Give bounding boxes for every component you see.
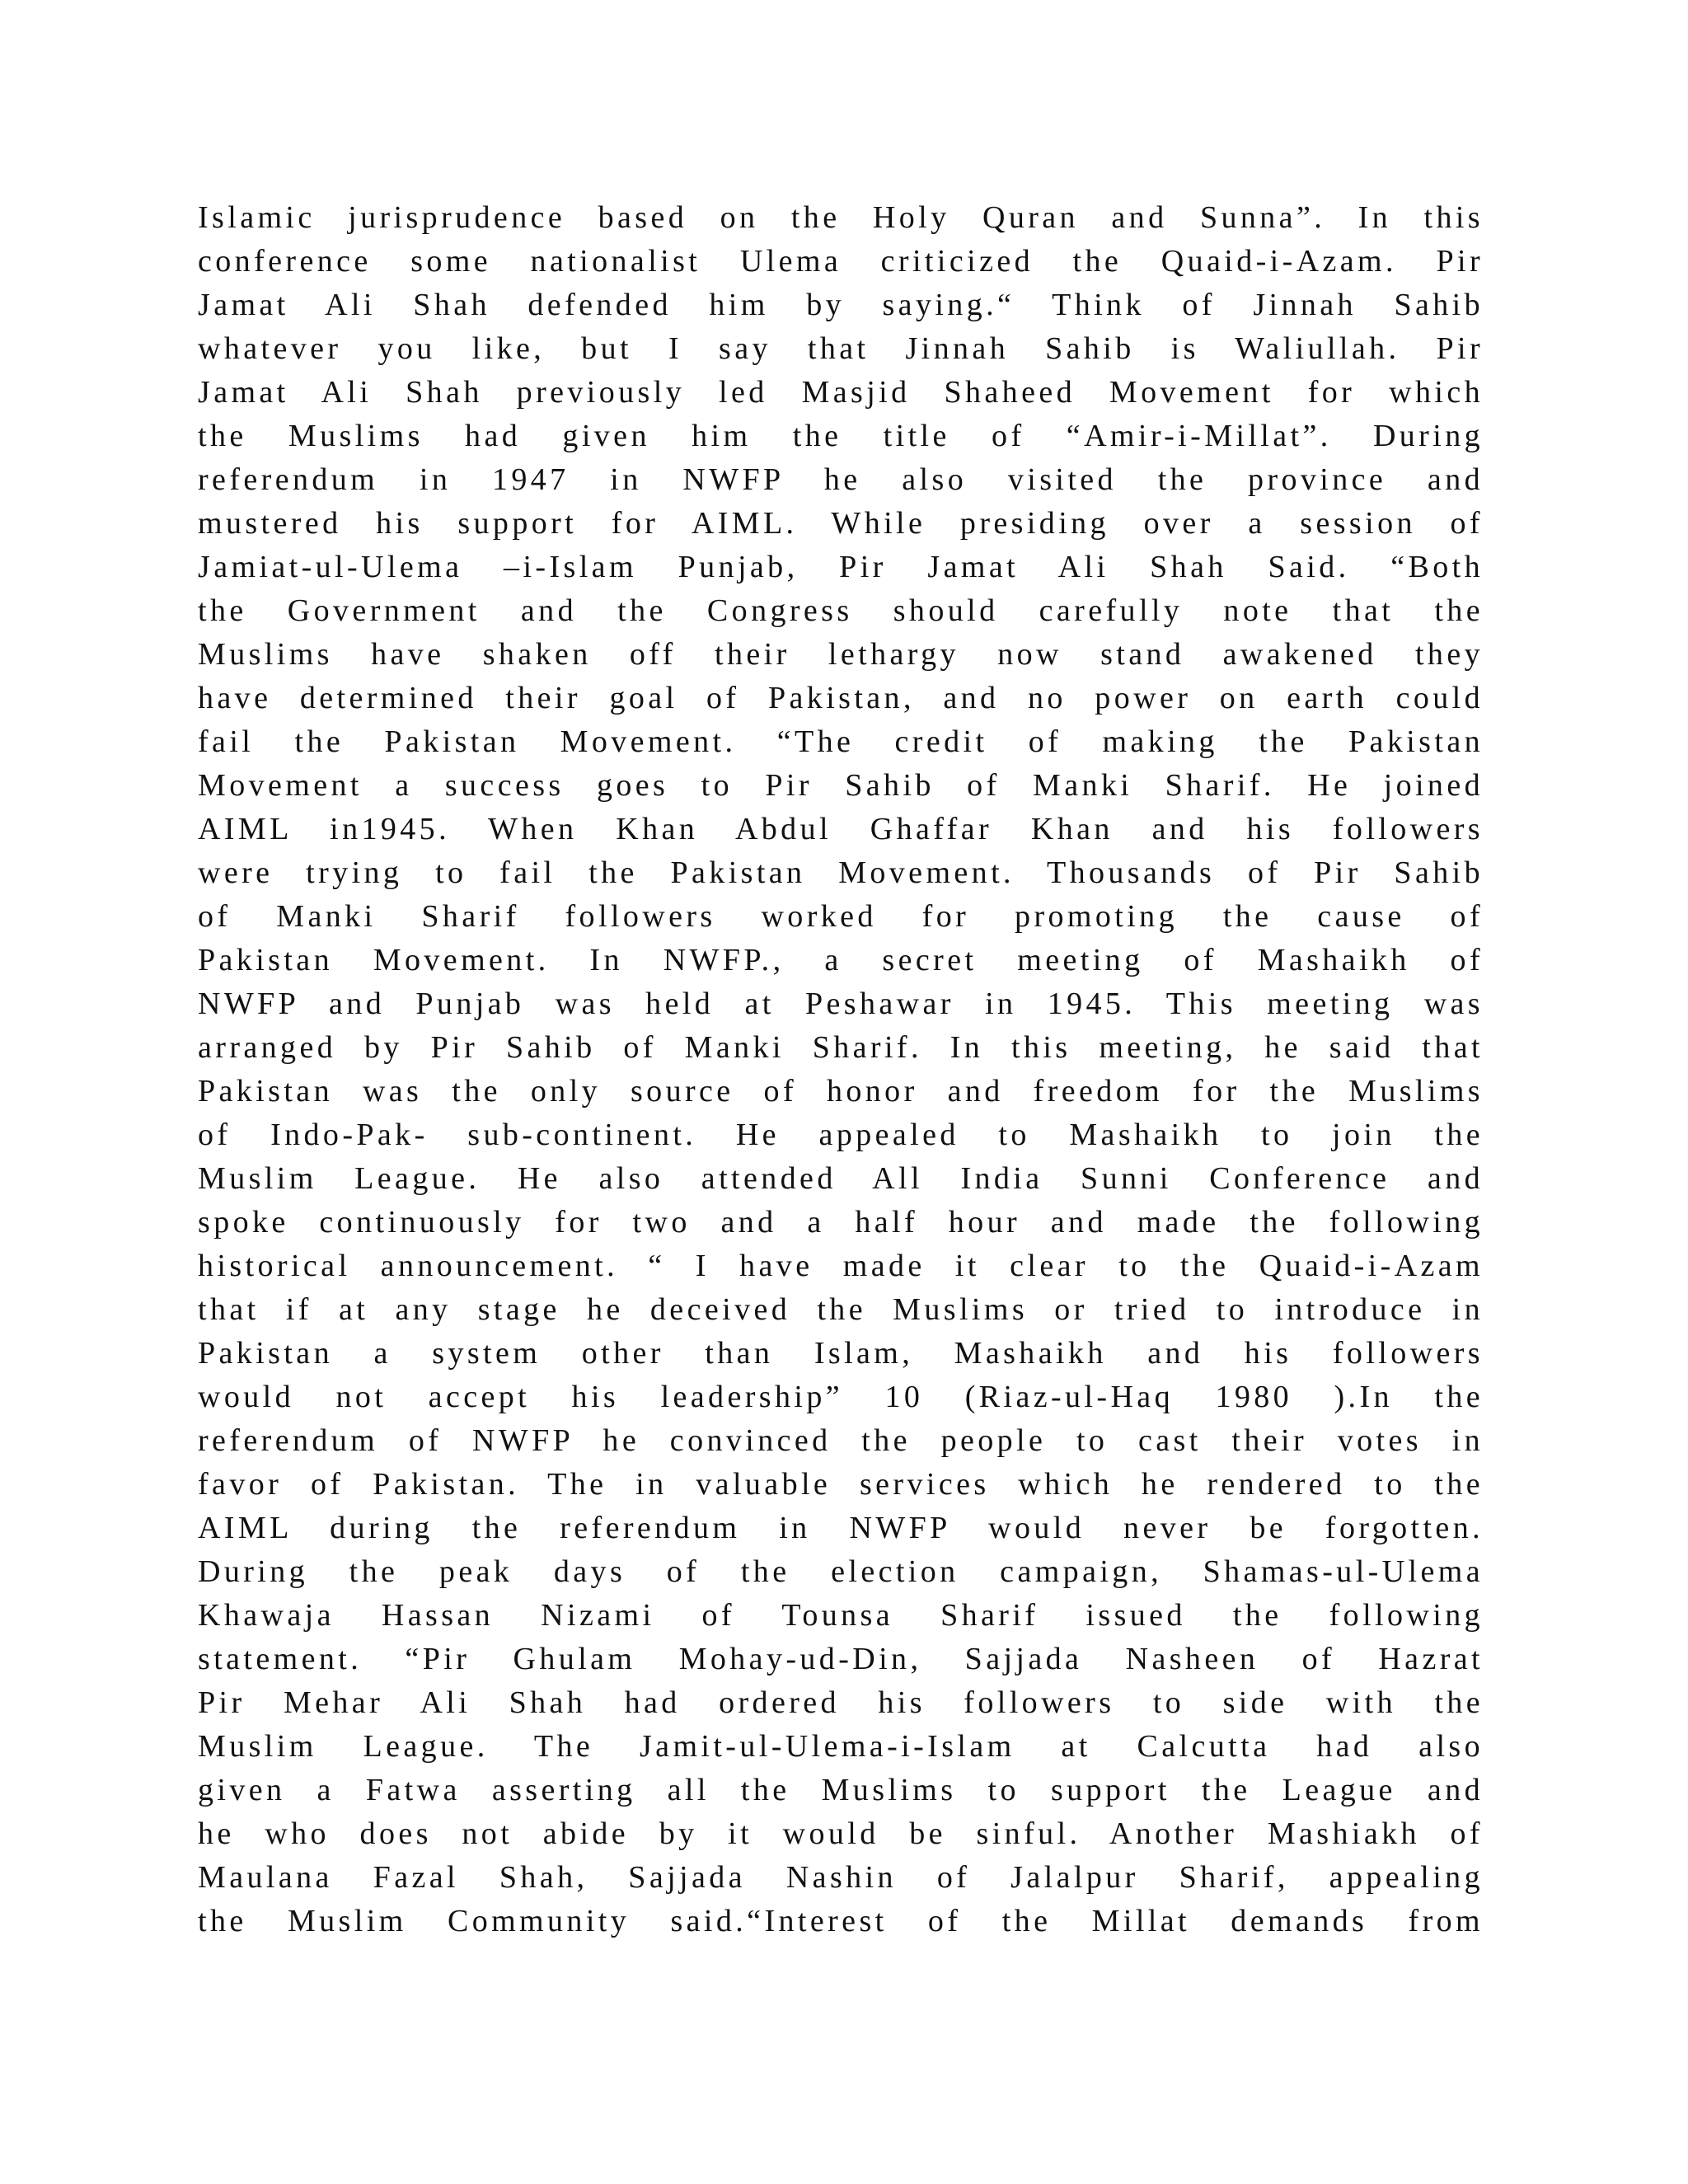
text-line: the Muslims had given him the title of “Amir-i-Millat”. During — [198, 419, 1484, 453]
text-line: Muslim League. The Jamit-ul-Ulema-i-Islam at Calcutta had also — [198, 1729, 1484, 1764]
text-line: Jamat Ali Shah previously led Masjid Shaheed Movement for which — [198, 375, 1484, 410]
text-line: he who does not abide by it would be sinful. Another Mashiakh of — [198, 1816, 1484, 1851]
text-line: the Muslim Community said.“Interest of the Millat demands from — [198, 1904, 1484, 1938]
text-line: that if at any stage he deceived the Muslims or tried to introduce in — [198, 1292, 1484, 1327]
text-line: Muslims have shaken off their lethargy now stand awakened they — [198, 637, 1484, 672]
text-line: of Indo-Pak- sub-continent. He appealed to Mashaikh to join the — [198, 1118, 1484, 1152]
text-line: whatever you like, but I say that Jinnah Sahib is Waliullah. Pir — [198, 331, 1484, 366]
text-line: Jamat Ali Shah defended him by saying.“ Think of Jinnah Sahib — [198, 288, 1484, 322]
text-line: NWFP and Punjab was held at Peshawar in 1945. This meeting was — [198, 987, 1484, 1021]
text-line: Jamiat-ul-Ulema –i-Islam Punjab, Pir Jamat Ali Shah Said. “Both — [198, 550, 1484, 584]
text-line: of Manki Sharif followers worked for promoting the cause of — [198, 899, 1484, 934]
text-line: Pakistan was the only source of honor and freedom for the Muslims — [198, 1074, 1484, 1108]
text-line: the Government and the Congress should carefully note that the — [198, 593, 1484, 628]
text-line: were trying to fail the Pakistan Movement. Thousands of Pir Sahib — [198, 855, 1484, 890]
text-line: have determined their goal of Pakistan, and no power on earth could — [198, 681, 1484, 715]
text-line: Pir Mehar Ali Shah had ordered his followers to side with the — [198, 1685, 1484, 1720]
text-line: favor of Pakistan. The in valuable services which he rendered to the — [198, 1467, 1484, 1502]
text-line: statement. “Pir Ghulam Mohay-ud-Din, Sajjada Nasheen of Hazrat — [198, 1642, 1484, 1676]
text-line: referendum of NWFP he convinced the people to cast their votes in — [198, 1423, 1484, 1458]
text-line: conference some nationalist Ulema criticized the Quaid-i-Azam. Pir — [198, 244, 1484, 279]
text-line: Khawaja Hassan Nizami of Tounsa Sharif issued the following — [198, 1598, 1484, 1633]
text-line: Pakistan Movement. In NWFP., a secret meeting of Mashaikh of — [198, 943, 1484, 977]
text-line: historical announcement. “ I have made it clear to the Quaid-i-Azam — [198, 1249, 1484, 1283]
body-paragraph — [198, 196, 1484, 1943]
text-line: referendum in 1947 in NWFP he also visited the province and — [198, 462, 1484, 497]
text-line: Movement a success goes to Pir Sahib of Manki Sharif. He joined — [198, 768, 1484, 803]
text-line: mustered his support for AIML. While presiding over a session of — [198, 506, 1484, 541]
text-line: would not accept his leadership” 10 (Riaz-ul-Haq 1980 ).In the — [198, 1380, 1484, 1414]
text-line: AIML during the referendum in NWFP would never be forgotten. — [198, 1511, 1484, 1545]
text-line: fail the Pakistan Movement. “The credit of making the Pakistan — [198, 724, 1484, 759]
text-line: spoke continuously for two and a half hour and made the following — [198, 1205, 1484, 1240]
text-line: Muslim League. He also attended All India Sunni Conference and — [198, 1161, 1484, 1196]
text-line: arranged by Pir Sahib of Manki Sharif. In this meeting, he said that — [198, 1030, 1484, 1065]
text-line: During the peak days of the election campaign, Shamas-ul-Ulema — [198, 1554, 1484, 1589]
text-line: Islamic jurisprudence based on the Holy Quran and Sunna”. In this — [198, 200, 1484, 235]
text-line: Pakistan a system other than Islam, Mashaikh and his followers — [198, 1336, 1484, 1371]
text-line: Maulana Fazal Shah, Sajjada Nashin of Jalalpur Sharif, appealing — [198, 1860, 1484, 1895]
text-line: AIML in1945. When Khan Abdul Ghaffar Khan and his followers — [198, 812, 1484, 846]
text-line: given a Fatwa asserting all the Muslims to support the League and — [198, 1773, 1484, 1807]
